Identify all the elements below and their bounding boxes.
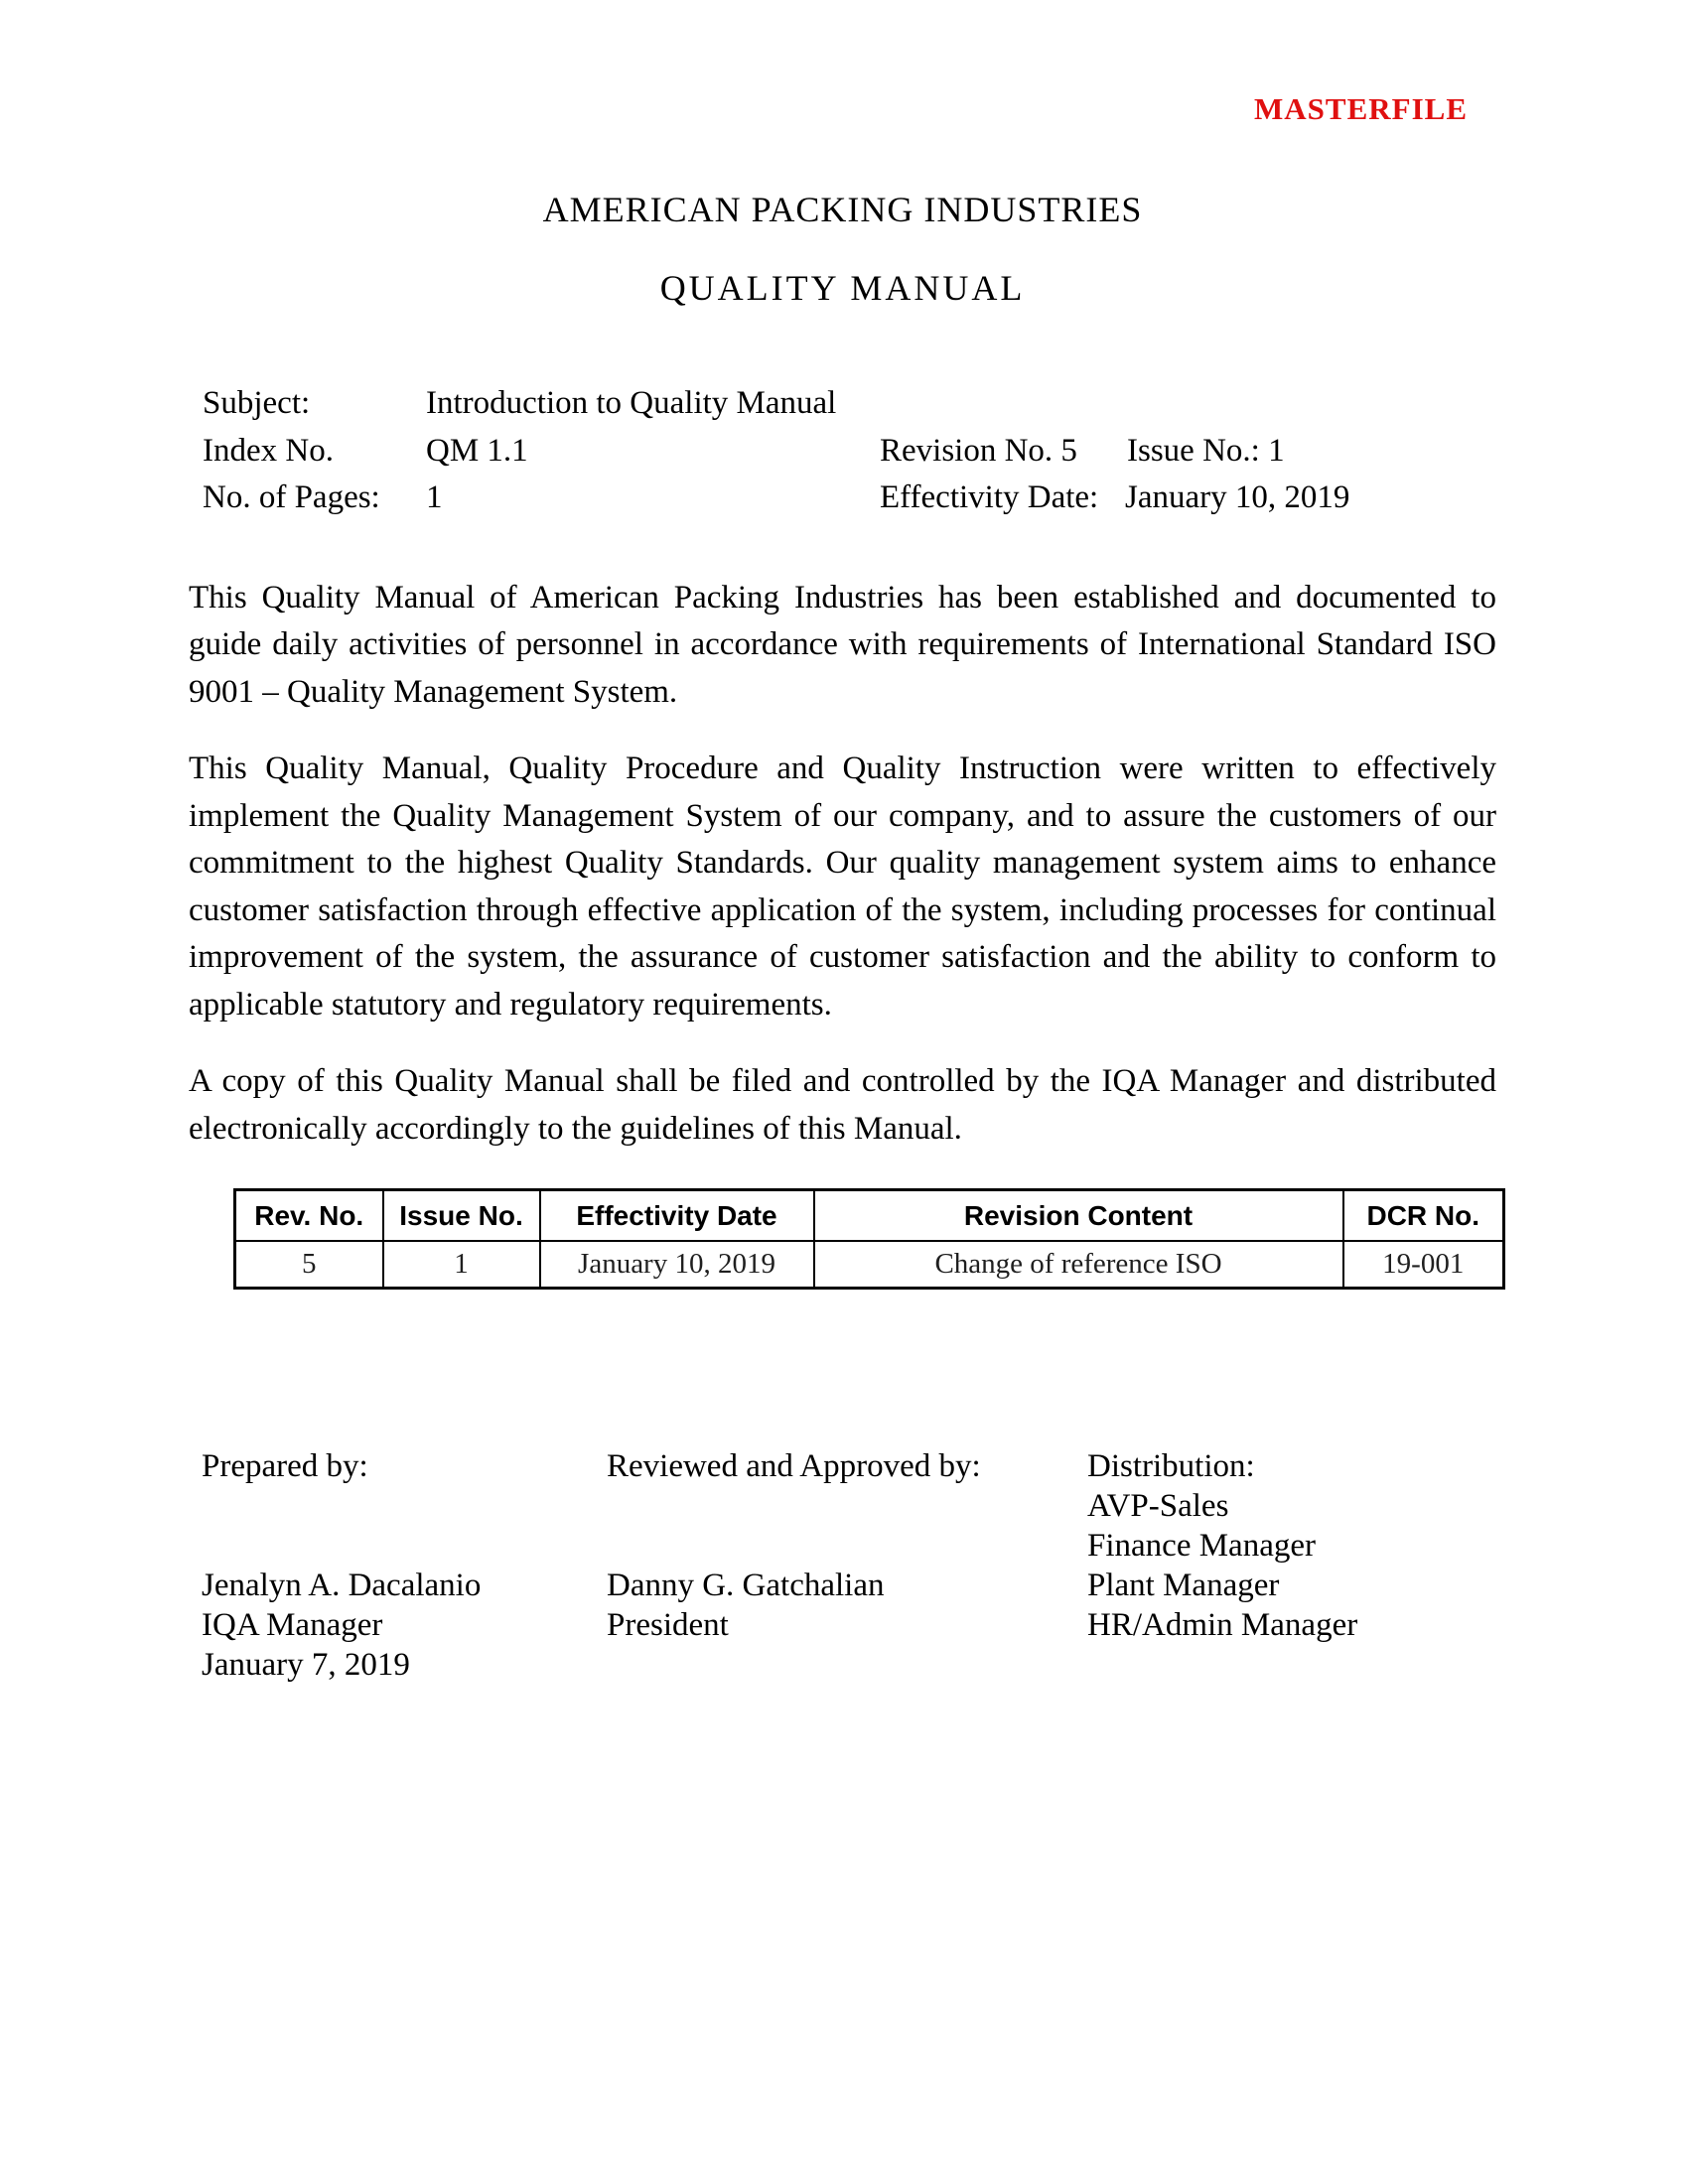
distribution-item: AVP-Sales [1087, 1488, 1229, 1524]
subject-label: Subject: [203, 385, 311, 421]
sig-spacer [607, 1526, 981, 1566]
issue-no [1127, 433, 1285, 470]
prepared-by-label: Prepared by: [202, 1448, 368, 1484]
issue-value: 1 [1268, 432, 1285, 469]
index-label: Index No. [203, 432, 334, 469]
prepared-by-title: IQA Manager [202, 1607, 383, 1643]
sig-spacer [607, 1486, 981, 1526]
paragraph-purpose: This Quality Manual, Quality Procedure and Quality Instruction were written to effectively implement the Quality Management System of our company, and to assure the customers of our commitment to the highest Quality Standards. Our quality management system aims to enhance customer satisfaction through effective application of the system, including processes for continual improvement of the system, the assurance of customer satisfaction and the ability to conform to applicable statutory and regulatory requirements. [189, 751, 1496, 1023]
subject-value: Introduction to Quality Manual [426, 385, 837, 421]
cell-dcr-no: 19-001 [1343, 1241, 1504, 1289]
reviewed-by-title: President [607, 1607, 729, 1643]
revision-no [880, 433, 1077, 470]
header-dcr-no: DCR No. [1343, 1190, 1504, 1242]
sig-spacer [202, 1486, 481, 1526]
revision-label: Revision No. [880, 432, 1054, 469]
distribution-item: HR/Admin Manager [1087, 1607, 1358, 1643]
effectivity-label: Effectivity Date: [880, 479, 1099, 515]
header-effectivity-date: Effectivity Date [540, 1190, 814, 1242]
reviewed-by-name: Danny G. Gatchalian [607, 1568, 885, 1603]
info-row-index [189, 433, 1496, 480]
revision-value: 5 [1060, 432, 1077, 469]
prepared-by-date: January 7, 2019 [202, 1647, 410, 1683]
cell-rev-no: 5 [235, 1241, 383, 1289]
document-info-block [189, 385, 1496, 527]
paragraph-copy-control: A copy of this Quality Manual shall be filed and controlled by the IQA Manager and distributed electronically accordingly to the guidelines of this Manual. [189, 1063, 1496, 1147]
index-value: QM 1.1 [426, 432, 528, 469]
page-content [189, 0, 1496, 1744]
cell-revision-content: Change of reference ISO [814, 1241, 1343, 1289]
distribution-column [1087, 1446, 1357, 1645]
cell-issue-no: 1 [383, 1241, 540, 1289]
revision-history-table [233, 1188, 1505, 1290]
info-row-pages [189, 479, 1496, 527]
effectivity-value: January 10, 2019 [1125, 479, 1350, 515]
header-issue-no: Issue No. [383, 1190, 540, 1242]
reviewed-by-column [607, 1446, 981, 1645]
pages-label: No. of Pages: [203, 479, 380, 515]
signature-block [189, 1446, 1496, 1744]
company-title: AMERICAN PACKING INDUSTRIES [542, 190, 1143, 229]
cell-effectivity-date: January 10, 2019 [540, 1241, 814, 1289]
distribution-item: Finance Manager [1087, 1528, 1316, 1564]
reviewed-by-label: Reviewed and Approved by: [607, 1448, 981, 1484]
masterfile-watermark: MASTERFILE [1254, 91, 1468, 126]
table-row [235, 1241, 1504, 1289]
prepared-by-column [202, 1446, 481, 1685]
header-rev-no: Rev. No. [235, 1190, 383, 1242]
pages-value: 1 [426, 479, 443, 515]
distribution-label: Distribution: [1087, 1448, 1255, 1484]
distribution-item: Plant Manager [1087, 1568, 1280, 1603]
document-title: QUALITY MANUAL [659, 268, 1026, 308]
sig-spacer [202, 1526, 481, 1566]
header-revision-content: Revision Content [814, 1190, 1343, 1242]
issue-label: Issue No.: [1127, 432, 1260, 469]
info-row-subject [189, 385, 1496, 433]
paragraph-intro: This Quality Manual of American Packing Industries has been established and documented to guide daily activities of personnel in accordance with requirements of International Standard ISO 9001 – Quality Management System. [189, 579, 1496, 710]
table-header-row [235, 1190, 1504, 1242]
prepared-by-name: Jenalyn A. Dacalanio [202, 1568, 482, 1603]
